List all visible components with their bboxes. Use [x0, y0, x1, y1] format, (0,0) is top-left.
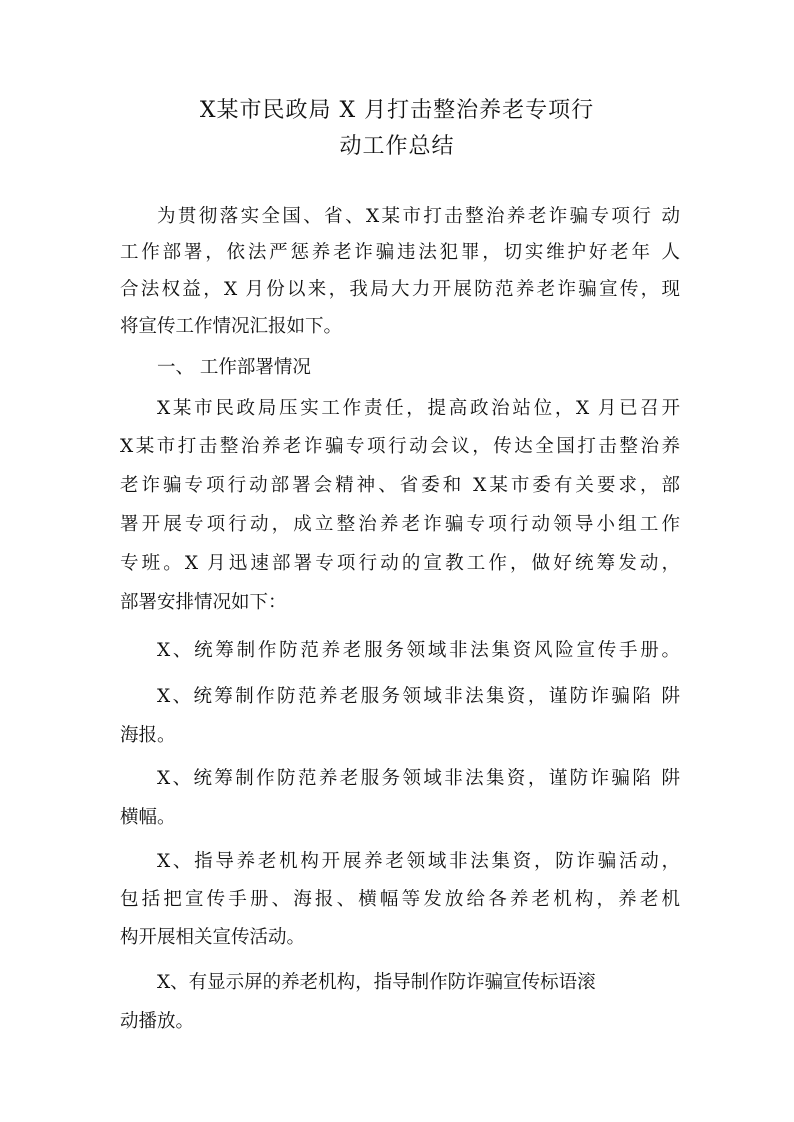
list-item-continuation: 包括把宣传手册、海报、横幅等发放给各养老机构，养老机 — [120, 889, 680, 910]
document-title-line-2: 动工作总结 — [339, 134, 455, 159]
list-item: X、统筹制作防范养老服务领域非法集资风险宣传手册。 — [157, 640, 680, 661]
list-item-continuation: 动播放。 — [120, 1011, 195, 1032]
section-heading: 一、 工作部署情况 — [157, 357, 311, 378]
list-item: X、统筹制作防范养老服务领域非法集资，谨防诈骗陷 阱 — [157, 768, 680, 789]
list-item-continuation: 构开展相关宣传活动。 — [120, 927, 306, 948]
paragraph-line: 合法权益，X 月份以来，我局大力开展防范养老诈骗宣传，现 — [120, 279, 680, 300]
list-item-continuation: 横幅。 — [120, 807, 176, 828]
list-item: X、有显示屏的养老机构，指导制作防诈骗宣传标语滚 — [157, 972, 596, 993]
paragraph-line: X某市打击整治养老诈骗专项行动会议，传达全国打击整治养 — [120, 436, 680, 457]
document-title-line-1: X某市民政局 X 月打击整治养老专项行 — [199, 98, 595, 123]
list-item: X、指导养老机构开展养老领域非法集资，防诈骗活动， — [157, 851, 680, 872]
list-item: X、统筹制作防范养老服务领域非法集资，谨防诈骗陷 阱 — [157, 686, 680, 707]
paragraph-line: 将宣传工作情况汇报如下。 — [120, 316, 343, 337]
list-item-continuation: 海报。 — [120, 725, 176, 746]
paragraph-line: 工作部署，依法严惩养老诈骗违法犯罪，切实维护好老年 人 — [120, 242, 680, 263]
paragraph-line: 老诈骗专项行动部署会精神、省委和 X某市委有关要求，部 — [120, 475, 680, 496]
paragraph-line: X某市民政局压实工作责任，提高政治站位，X 月已召开 — [157, 398, 680, 419]
paragraph-line: 署开展专项行动，成立整治养老诈骗专项行动领导小组工作 — [120, 514, 680, 535]
paragraph-line: 为贯彻落实全国、省、X某市打击整治养老诈骗专项行 动 — [157, 206, 680, 227]
paragraph-line: 专班。X 月迅速部署专项行动的宣教工作，做好统筹发动， — [120, 553, 680, 574]
paragraph-line: 部署安排情况如下： — [120, 592, 287, 613]
